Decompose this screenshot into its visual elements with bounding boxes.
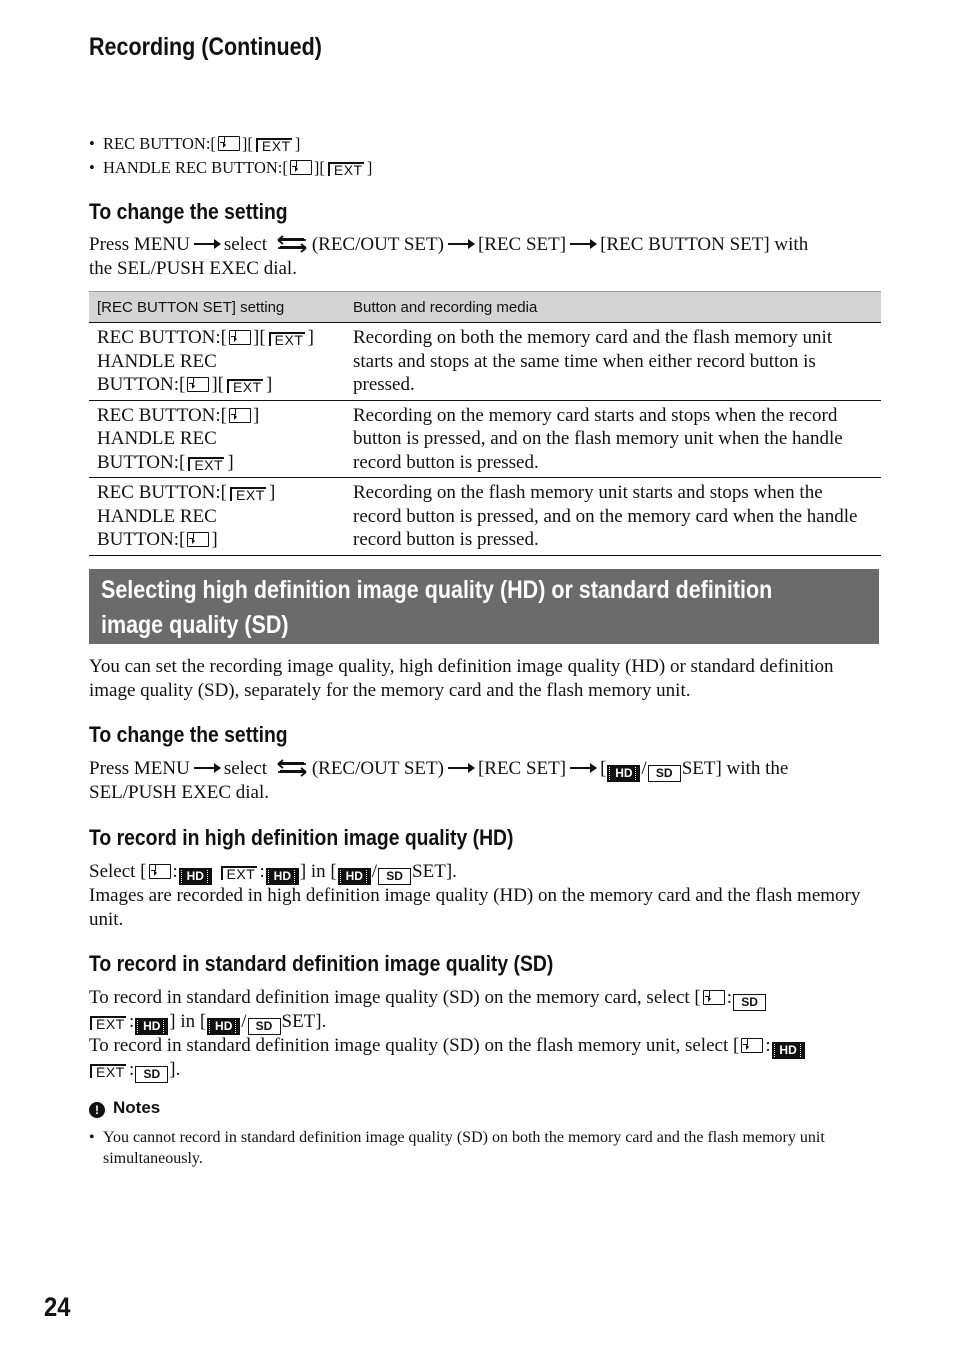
hd-select-line: Select [ : HD EXT : HD ] in [ HD / SD SET]. <box>89 861 457 883</box>
table-header-row <box>89 292 881 323</box>
rec-button-set-table <box>89 291 881 556</box>
arrow-icon <box>570 243 596 245</box>
paragraph-change-setting-2-line2: SEL/PUSH EXEC dial. <box>89 782 269 803</box>
ext-media-icon: EXT <box>327 160 365 178</box>
hd-icon: HD <box>135 1018 168 1035</box>
table-header-media: Button and recording media <box>345 292 881 323</box>
table-row <box>89 478 881 556</box>
rec-out-set-icon <box>274 234 310 254</box>
ext-media-icon: EXT <box>89 1062 127 1080</box>
table-cell-setting: REC BUTTON:[ ][ EXT ] HANDLE REC BUTTON:[ ][ EXT ] <box>89 323 345 401</box>
sd-icon: SD <box>648 765 681 782</box>
memory-card-icon <box>149 864 171 879</box>
table-cell-setting: REC BUTTON:[ EXT ] HANDLE REC BUTTON:[ ] <box>89 478 345 556</box>
sd-flash-line: To record in standard definition image quality (SD) on the flash memory unit, select [ : HD <box>89 1034 806 1059</box>
memory-card-icon <box>218 136 240 151</box>
intro-bullet-1: • REC BUTTON:[ ][ EXT ] <box>89 134 301 154</box>
notes-heading: ! Notes <box>89 1098 160 1118</box>
paragraph-change-setting-2: Press MENU select (REC/OUT SET) [REC SET] [ HD / SD SET] with the <box>89 758 789 780</box>
ext-media-icon: EXT <box>220 864 258 882</box>
memory-card-icon <box>703 990 725 1005</box>
section-title-line-2: image quality (SD) <box>101 611 289 639</box>
arrow-icon <box>194 243 220 245</box>
table-cell-setting: REC BUTTON:[ ] HANDLE REC BUTTON:[ EXT ] <box>89 400 345 478</box>
memory-card-icon <box>229 330 251 345</box>
sd-icon: SD <box>733 994 766 1011</box>
memory-card-icon <box>290 160 312 175</box>
hd-icon: HD <box>266 868 299 885</box>
memory-card-icon <box>229 408 251 423</box>
ext-media-icon: EXT <box>255 136 293 154</box>
ext-media-icon: EXT <box>268 330 306 348</box>
sd-icon: SD <box>248 1018 281 1035</box>
notes-item: • You cannot record in standard definition image quality (SD) on both the memory card and the flash memory unit simultaneously. <box>89 1129 825 1167</box>
table-cell-description: Recording on the flash memory unit starts and stops when the record button is pressed, and on the memory card when the handle record button is pressed. <box>345 478 881 556</box>
section-title-bar <box>89 569 879 644</box>
heading-record-hd: To record in high definition image quality (HD) <box>89 825 514 850</box>
table-row <box>89 323 881 401</box>
arrow-icon <box>570 767 596 769</box>
bullet-label: REC BUTTON:[ <box>103 134 216 153</box>
paragraph-change-setting-1-line2: the SEL/PUSH EXEC dial. <box>89 258 297 279</box>
hd-icon: HD <box>338 868 371 885</box>
hd-icon: HD <box>772 1042 805 1059</box>
ext-media-icon: EXT <box>89 1014 127 1032</box>
running-header: Recording (Continued) <box>89 33 322 61</box>
arrow-icon <box>448 767 474 769</box>
heading-change-setting-1: To change the setting <box>89 199 288 224</box>
sd-icon: SD <box>135 1066 168 1083</box>
notes-icon: ! <box>89 1102 105 1118</box>
sd-memory-card-line: To record in standard definition image quality (SD) on the memory card, select [ : SD <box>89 986 767 1011</box>
memory-card-icon <box>741 1038 763 1053</box>
memory-card-icon <box>187 377 209 392</box>
sd-flash-line-2: EXT : SD ]. <box>89 1058 180 1083</box>
page-number: 24 <box>44 1292 71 1322</box>
section-title-line-1: Selecting high definition image quality (HD) or standard definition <box>101 576 773 604</box>
heading-change-setting-2: To change the setting <box>89 722 288 747</box>
table-cell-description: Recording on the memory card starts and stops when the record button is pressed, and on the flash memory unit when the handle record button is pressed. <box>345 400 881 478</box>
arrow-icon <box>448 243 474 245</box>
hd-sd-intro: You can set the recording image quality, high definition image quality (HD) or standard definition image quality (SD), separately for the memory card and the flash memory unit. <box>89 656 834 701</box>
sd-memory-card-line-2: EXT : HD ] in [ HD / SD SET]. <box>89 1010 326 1035</box>
table-header-setting: [REC BUTTON SET] setting <box>89 292 345 323</box>
table-cell-description: Recording on both the memory card and the flash memory unit starts and stops at the same time when either record button is pressed. <box>345 323 881 401</box>
ext-media-icon: EXT <box>187 455 225 473</box>
hd-icon: HD <box>179 868 212 885</box>
hd-icon: HD <box>607 765 640 782</box>
hd-icon: HD <box>207 1018 240 1035</box>
intro-bullet-2: • HANDLE REC BUTTON:[ ][ EXT ] <box>89 158 373 178</box>
hd-body: Images are recorded in high definition image quality (HD) on the memory card and the flash memory unit. <box>89 885 861 930</box>
bullet-label: HANDLE REC BUTTON:[ <box>103 158 288 177</box>
sd-icon: SD <box>378 868 411 885</box>
rec-out-set-icon <box>274 758 310 778</box>
paragraph-change-setting-1: Press MENU select (REC/OUT SET) [REC SET] [REC BUTTON SET] with <box>89 234 809 255</box>
arrow-icon <box>194 767 220 769</box>
heading-record-sd: To record in standard definition image quality (SD) <box>89 951 554 976</box>
memory-card-icon <box>187 532 209 547</box>
table-row <box>89 400 881 478</box>
ext-media-icon: EXT <box>226 377 264 395</box>
ext-media-icon: EXT <box>229 485 267 503</box>
